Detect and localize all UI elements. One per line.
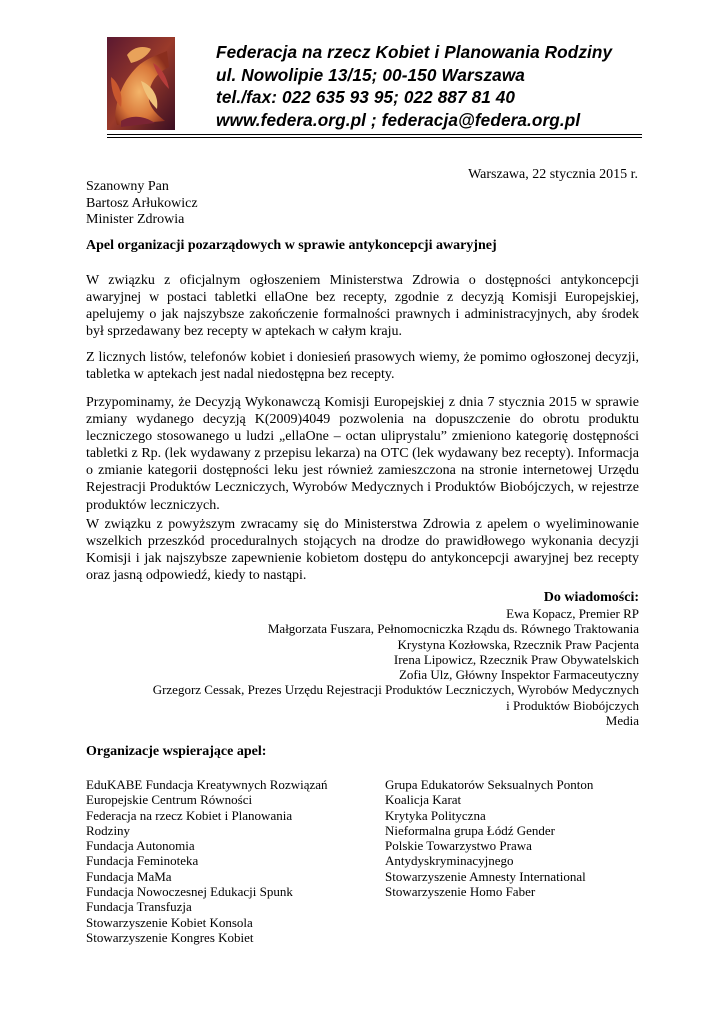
supporters-list-left: [86, 777, 371, 945]
supporter-item: Nieformalna grupa Łódź Gender: [385, 822, 556, 838]
letterhead-organization: Federacja na rzecz Kobiet i Planowania Rodziny: [216, 42, 613, 62]
cc-recipients-list: [153, 606, 639, 728]
supporter-item: Fundacja Transfuzja: [86, 899, 192, 915]
supporter-item: Rodziny: [86, 822, 131, 838]
letterhead: [216, 41, 612, 131]
body-paragraph-3: Przypominamy, że Decyzją Wykonawczą Komisji Europejskiej z dnia 7 stycznia 2015 w sprawie zmiany wydanego decyzją K(2009)4049 pozwolenia na dopuszczenie do obrotu produktu leczniczego stosowanego u ludzi „ellaOne – octan uliprystalu” zmieniono kategorię dostępności tabletki z Rp. (lek wydawany z przepisu lekarza) na OTC (lek wydawany bez recepty). Informacja o zmianie kategorii dostępności leku jest również zamieszczona na stronie internetowej Urzędu Rejestracji Produktów Leczniczych, Wyrobów Medycznych i Produktów Biobójczych, w rejestrze produktów leczniczych.: [86, 395, 639, 513]
supporter-item: Fundacja Feminoteka: [86, 853, 199, 869]
cc-recipient: Irena Lipowicz, Rzecznik Praw Obywatelskich: [393, 651, 639, 667]
letterhead-phone: tel./fax: 022 635 93 95; 022 887 81 40: [216, 87, 516, 108]
cc-recipient: Małgorzata Fuszara, Pełnomocniczka Rządu ds. Równego Traktowania: [267, 621, 639, 637]
letterhead-web-email: www.federa.org.pl ; federacja@federa.org.pl: [216, 109, 581, 130]
cc-recipient: Zofia Ulz, Główny Inspektor Farmaceutyczny: [398, 667, 639, 683]
body-paragraph-2: Z licznych listów, telefonów kobiet i doniesień prasowych wiemy, że pomimo ogłoszonej decyzji, tabletka w aptekach jest nadal niedostępna bez recepty.: [86, 350, 639, 383]
supporter-item: Fundacja MaMa: [86, 868, 172, 884]
letterhead-rule-bottom: [107, 137, 642, 138]
cc-recipient: Krystyna Kozłowska, Rzecznik Praw Pacjenta: [397, 636, 639, 652]
supporter-item: Stowarzyszenie Amnesty International: [385, 868, 586, 884]
supporter-item: Polskie Towarzystwo Prawa: [385, 838, 532, 854]
supporter-item: Antydyskryminacyjnego: [385, 853, 514, 869]
letterhead-address: ul. Nowolipie 13/15; 00-150 Warszawa: [216, 64, 525, 85]
cc-recipient: Ewa Kopacz, Premier RP: [506, 606, 639, 621]
supporter-item: Koalicja Karat: [385, 792, 462, 808]
cc-recipient: Grzegorz Cessak, Prezes Urzędu Rejestracji Produktów Leczniczych, Wyrobów Medycznych: [152, 682, 639, 698]
cc-recipient: Media: [605, 713, 639, 729]
addressee-salutation: Szanowny Pan: [86, 179, 169, 194]
supporter-item: Stowarzyszenie Kobiet Konsola: [86, 914, 253, 930]
letter-date: Warszawa, 22 stycznia 2015 r.: [468, 167, 638, 182]
supporter-item: Stowarzyszenie Kongres Kobiet: [86, 929, 254, 945]
cc-title: Do wiadomości:: [543, 590, 639, 605]
supporter-item: Grupa Edukatorów Seksualnych Ponton: [385, 777, 594, 792]
cc-recipient: i Produktów Biobójczych: [506, 697, 639, 713]
supporter-item: Stowarzyszenie Homo Faber: [385, 884, 536, 900]
body-paragraph-1: W związku z oficjalnym ogłoszeniem Ministerstwa Zdrowia o dostępności antykoncepcji awaryjnej w postaci tabletki ellaOne bez recepty, zgodnie z decyzją Komisji Europejskiej, apelujemy o jak najszybsze zakończenie formalności prawnych i administracyjnych, aby środek był sprzedawany bez recepty w aptekach w całym kraju.: [86, 273, 639, 340]
supporter-item: Federacja na rzecz Kobiet i Planowania: [86, 807, 293, 823]
supporters-title: Organizacje wspierające apel:: [86, 744, 267, 759]
supporter-item: Fundacja Autonomia: [86, 838, 195, 854]
addressee-title: Minister Zdrowia: [86, 212, 185, 227]
supporter-item: Europejskie Centrum Równości: [86, 792, 253, 808]
letter-subject: Apel organizacji pozarządowych w sprawie antykoncepcji awaryjnej: [86, 238, 497, 253]
supporter-item: Fundacja Nowoczesnej Edukacji Spunk: [86, 884, 293, 900]
supporter-item: EduKABE Fundacja Kreatywnych Rozwiązań: [86, 777, 328, 792]
supporter-item: Krytyka Polityczna: [385, 807, 486, 823]
letterhead-rule-top: [107, 134, 642, 135]
body-paragraph-4: W związku z powyższym zwracamy się do Ministerstwa Zdrowia z apelem o wyeliminowanie wszelkich przeszkód proceduralnych stojących na drodze do prawidłowego wykonania decyzji Komisji i jak najszybsze zapewnienie kobietom dostępu do antykoncepcji awaryjnej bez recepty oraz jasną odpowiedź, kiedy to nastąpi.: [86, 517, 639, 584]
supporters-list-right: [385, 777, 635, 899]
addressee-block: [86, 179, 198, 229]
addressee-name: Bartosz Arłukowicz: [86, 195, 198, 211]
federa-logo: [107, 37, 175, 130]
